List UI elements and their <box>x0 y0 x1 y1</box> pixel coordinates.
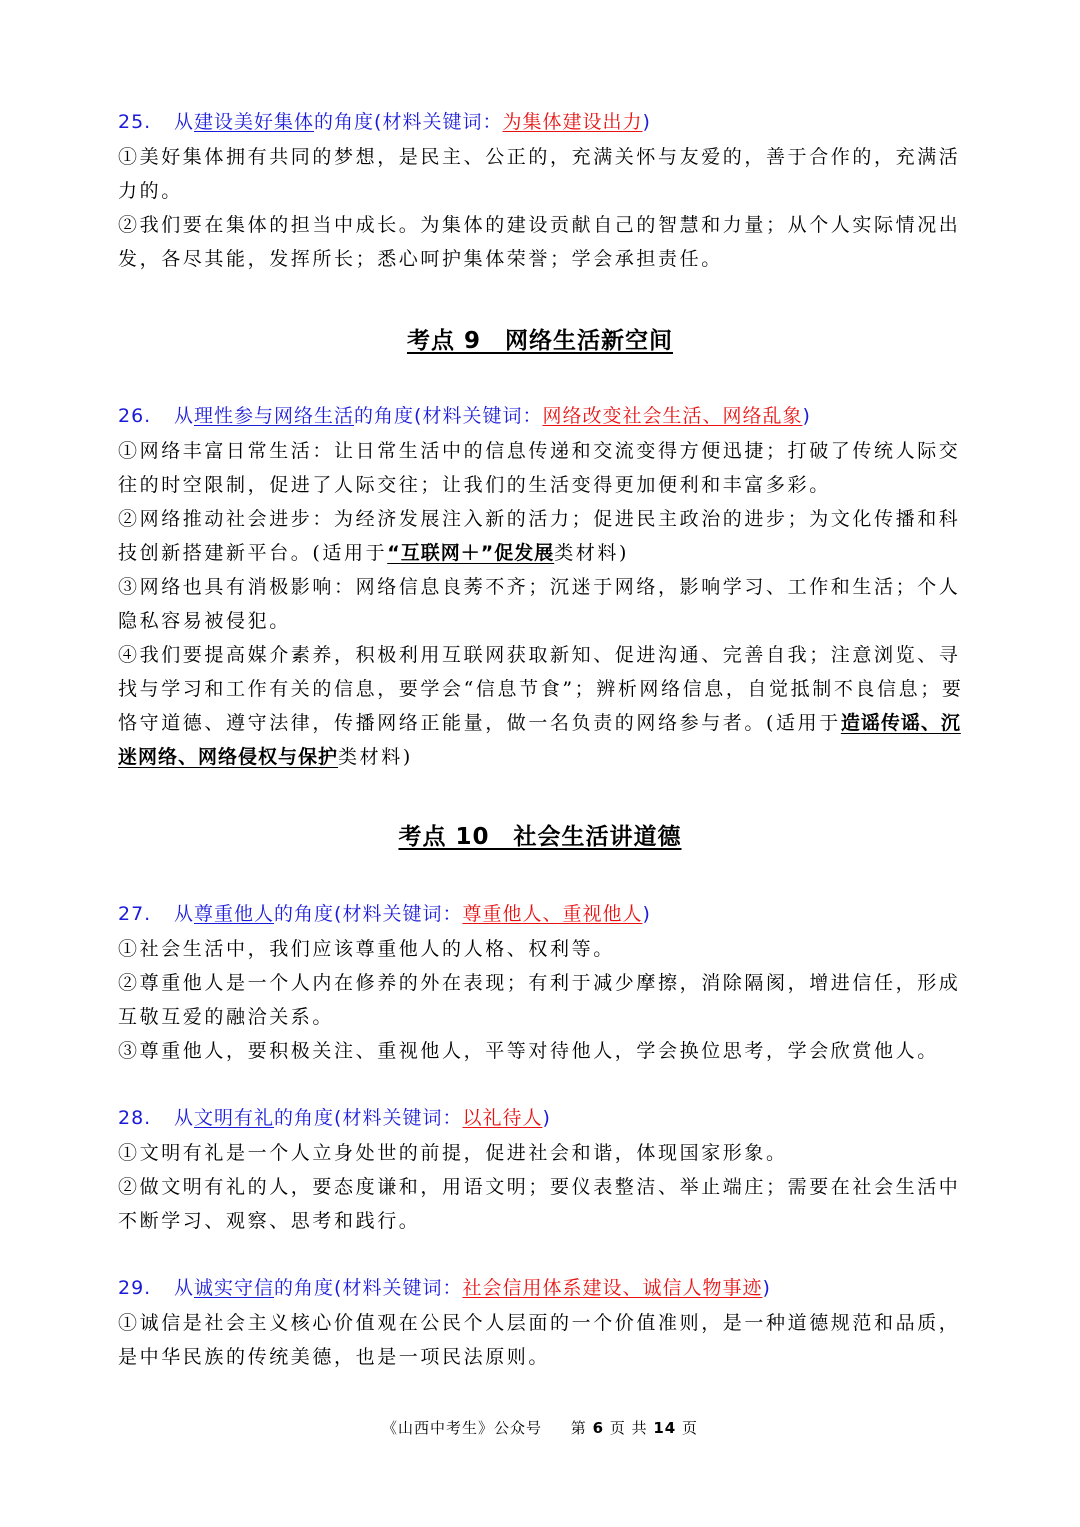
item-topic: 尊重他人 <box>194 903 275 925</box>
paragraph: ①诚信是社会主义核心价值观在公民个人层面的一个价值准则，是一种道德规范和品质，是中华民族的传统美德，也是一项民法原则。 <box>118 1312 961 1368</box>
item-keyword: 网络改变社会生活、网络乱象 <box>542 405 803 427</box>
paragraph: ②我们要在集体的担当中成长。为集体的建设贡献自己的智慧和力量；从个人实际情况出发，各尽其能，发挥所长；悉心呵护集体荣誉；学会承担责任。 <box>118 214 961 270</box>
item-number: 27. <box>118 903 152 925</box>
underlined-phrase: “互联网＋”促发展 <box>387 542 555 564</box>
item-27 <box>118 900 964 1068</box>
item-topic: 理性参与网络生活 <box>194 405 355 427</box>
item-keyword: 社会信用体系建设、诚信人物事迹 <box>462 1277 763 1299</box>
item-topic: 诚实守信 <box>194 1277 275 1299</box>
footer-source: 《山西中考生》公众号 <box>381 1419 542 1437</box>
item-topic: 文明有礼 <box>194 1107 275 1129</box>
paragraph: ②网络推动社会进步：为经济发展注入新的活力；促进民主政治的进步；为文化传播和科技创新搭建新平台。(适用于“互联网＋”促发展类材料) <box>118 508 961 564</box>
item-topic: 建设美好集体 <box>194 111 315 133</box>
paragraph: ②尊重他人是一个人内在修养的外在表现；有利于减少摩擦，消除隔阂，增进信任，形成互敬互爱的融洽关系。 <box>118 972 961 1028</box>
page-number: 6 <box>592 1419 605 1437</box>
item-keyword: 为集体建设出力 <box>502 111 643 133</box>
item-28 <box>118 1104 964 1238</box>
underlined-phrase: 造谣传谣、沉迷网络、网络侵权与保护 <box>118 712 961 768</box>
paragraph: ③网络也具有消极影响：网络信息良莠不齐；沉迷于网络，影响学习、工作和生活；个人隐私容易被侵犯。 <box>118 576 961 632</box>
section-title-10: 考点 10 社会生活讲道德 <box>398 824 682 850</box>
page-footer: 《山西中考生》公众号 第 6 页 共 14 页 <box>381 1419 699 1437</box>
item-keyword: 以礼待人 <box>462 1107 543 1129</box>
item-number: 29. <box>118 1277 152 1299</box>
paragraph: ②做文明有礼的人，要态度谦和，用语文明；要仪表整洁、举止端庄；需要在社会生活中不断学习、观察、思考和践行。 <box>118 1176 961 1232</box>
paragraph: ①网络丰富日常生活：让日常生活中的信息传递和交流变得方便迅捷；打破了传统人际交往的时空限制，促进了人际交往；让我们的生活变得更加便利和丰富多彩。 <box>118 440 961 496</box>
paragraph: ①文明有礼是一个人立身处世的前提，促进社会和谐，体现国家形象。 <box>118 1142 788 1164</box>
paragraph: ③尊重他人，要积极关注、重视他人，平等对待他人，学会换位思考，学会欣赏他人。 <box>118 1040 939 1062</box>
paragraph: ④我们要提高媒介素养，积极利用互联网获取新知、促进沟通、完善自我；注意浏览、寻找与学习和工作有关的信息，要学会“信息节食”；辨析网络信息，自觉抵制不良信息；要恪守道德、遵守法律，传播网络正能量，做一名负责的网络参与者。(适用于造谣传谣、沉迷网络、网络侵权与保护类材料) <box>118 644 964 768</box>
item-26 <box>118 402 964 774</box>
item-number: 28. <box>118 1107 152 1129</box>
item-25 <box>118 108 964 276</box>
section-title-9: 考点 9 网络生活新空间 <box>406 328 673 354</box>
item-number: 26. <box>118 405 152 427</box>
item-number: 25. <box>118 111 152 133</box>
item-29 <box>118 1274 964 1374</box>
page-total: 14 <box>653 1419 677 1437</box>
paragraph: ①社会生活中，我们应该尊重他人的人格、权利等。 <box>118 938 615 960</box>
paragraph: ①美好集体拥有共同的梦想，是民主、公正的，充满关怀与友爱的，善于合作的，充满活力的。 <box>118 146 961 202</box>
item-heading: 25. 从建设美好集体的角度(材料关键词：为集体建设出力) <box>118 108 964 136</box>
item-heading: 29. 从诚实守信的角度(材料关键词：社会信用体系建设、诚信人物事迹) <box>118 1274 964 1302</box>
item-keyword: 尊重他人、重视他人 <box>462 903 643 925</box>
item-heading: 26. 从理性参与网络生活的角度(材料关键词：网络改变社会生活、网络乱象) <box>118 402 964 430</box>
item-heading: 27. 从尊重他人的角度(材料关键词：尊重他人、重视他人) <box>118 900 964 928</box>
item-heading: 28. 从文明有礼的角度(材料关键词：以礼待人) <box>118 1104 964 1132</box>
